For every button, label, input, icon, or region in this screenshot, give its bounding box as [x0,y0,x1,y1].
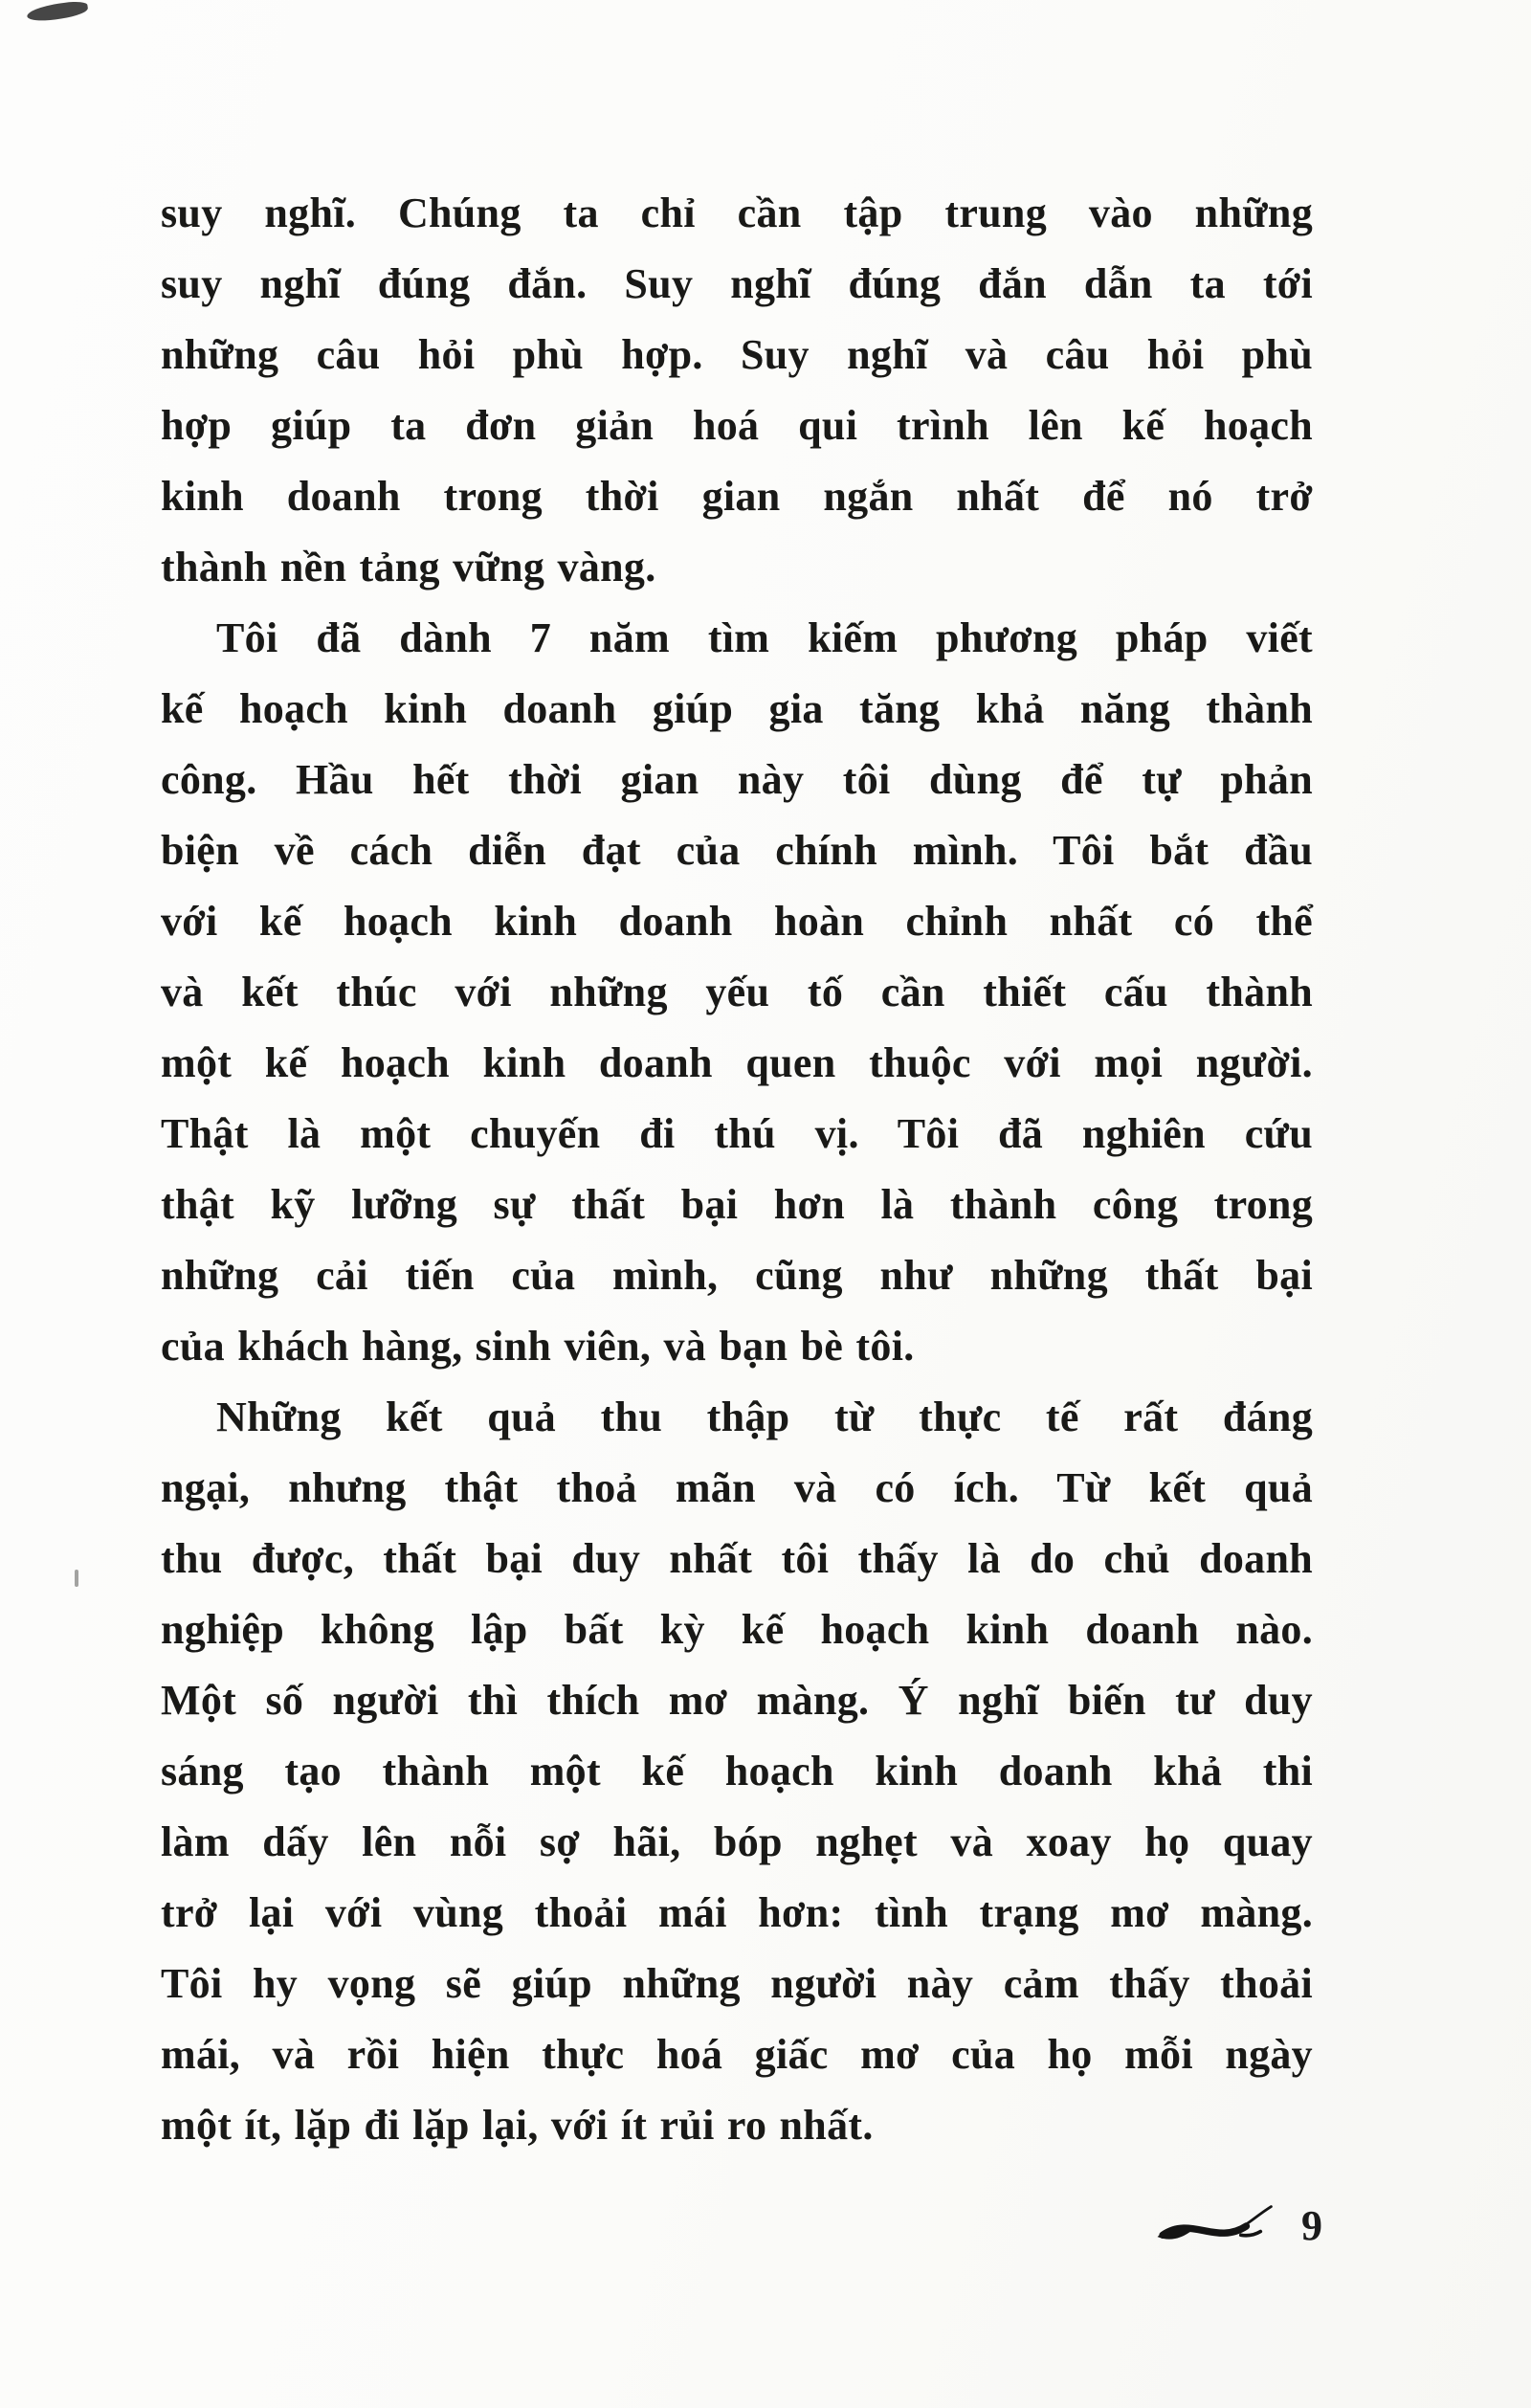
text-line: suy nghĩ đúng đắn. Suy nghĩ đúng đắn dẫn ta tới [161,260,1313,307]
text-line: hợp giúp ta đơn giản hoá qui trình lên kế hoạch [161,402,1313,449]
paragraph [161,178,1313,603]
text-line: kế hoạch kinh doanh giúp gia tăng khả năng thành [161,685,1313,732]
page-number: 9 [1301,2202,1322,2249]
text-line: thành nền tảng vững vàng. [161,544,656,591]
text-line: những câu hỏi phù hợp. Suy nghĩ và câu hỏi phù [161,331,1313,378]
text-line: của khách hàng, sinh viên, và bạn bè tôi. [161,1323,915,1370]
text-line: mái, và rồi hiện thực hoá giấc mơ của họ mỗi ngày [161,2031,1313,2078]
ink-flourish-icon [1152,2199,1276,2253]
text-line: trở lại với vùng thoải mái hơn: tình trạng mơ màng. [161,1889,1313,1936]
text-line: Tôi hy vọng sẽ giúp những người này cảm thấy thoải [161,1960,1313,2007]
scan-artifact-top-left [26,0,89,23]
text-line: những cải tiến của mình, cũng như những thất bại [161,1252,1313,1299]
text-line: với kế hoạch kinh doanh hoàn chỉnh nhất có thể [161,898,1313,945]
text-line: và kết thúc với những yếu tố cần thiết cấu thành [161,969,1313,1015]
text-line: sáng tạo thành một kế hoạch kinh doanh khả thi [161,1748,1313,1795]
text-line: ngại, nhưng thật thoả mãn và có ích. Từ kết quả [161,1464,1313,1511]
scan-artifact-margin-tick [75,1570,78,1587]
text-block [161,178,1313,2161]
paragraph [161,1382,1313,2161]
text-line: suy nghĩ. Chúng ta chỉ cần tập trung vào những [161,190,1313,236]
text-line: thật kỹ lưỡng sự thất bại hơn là thành công trong [161,1181,1313,1228]
text-line: biện về cách diễn đạt của chính mình. Tôi bắt đầu [161,827,1313,874]
text-line: làm dấy lên nỗi sợ hãi, bóp nghẹt và xoay họ quay [161,1818,1313,1865]
text-line: kinh doanh trong thời gian ngắn nhất để nó trở [161,473,1313,520]
text-line: một ít, lặp đi lặp lại, với ít rủi ro nhất. [161,2102,874,2149]
text-line: thu được, thất bại duy nhất tôi thấy là do chủ doanh [161,1535,1313,1582]
text-line: Những kết quả thu thập từ thực tế rất đáng [216,1394,1313,1440]
paragraph [161,603,1313,1382]
text-line: một kế hoạch kinh doanh quen thuộc với mọi người. [161,1039,1313,1086]
text-line: công. Hầu hết thời gian này tôi dùng để tự phản [161,756,1313,803]
page-footer [1152,2199,1322,2253]
text-line: Tôi đã dành 7 năm tìm kiếm phương pháp viết [216,614,1313,661]
text-line: Thật là một chuyến đi thú vị. Tôi đã nghiên cứu [161,1110,1313,1157]
text-line: Một số người thì thích mơ màng. Ý nghĩ biến tư duy [161,1677,1313,1724]
text-line: nghiệp không lập bất kỳ kế hoạch kinh doanh nào. [161,1606,1313,1653]
